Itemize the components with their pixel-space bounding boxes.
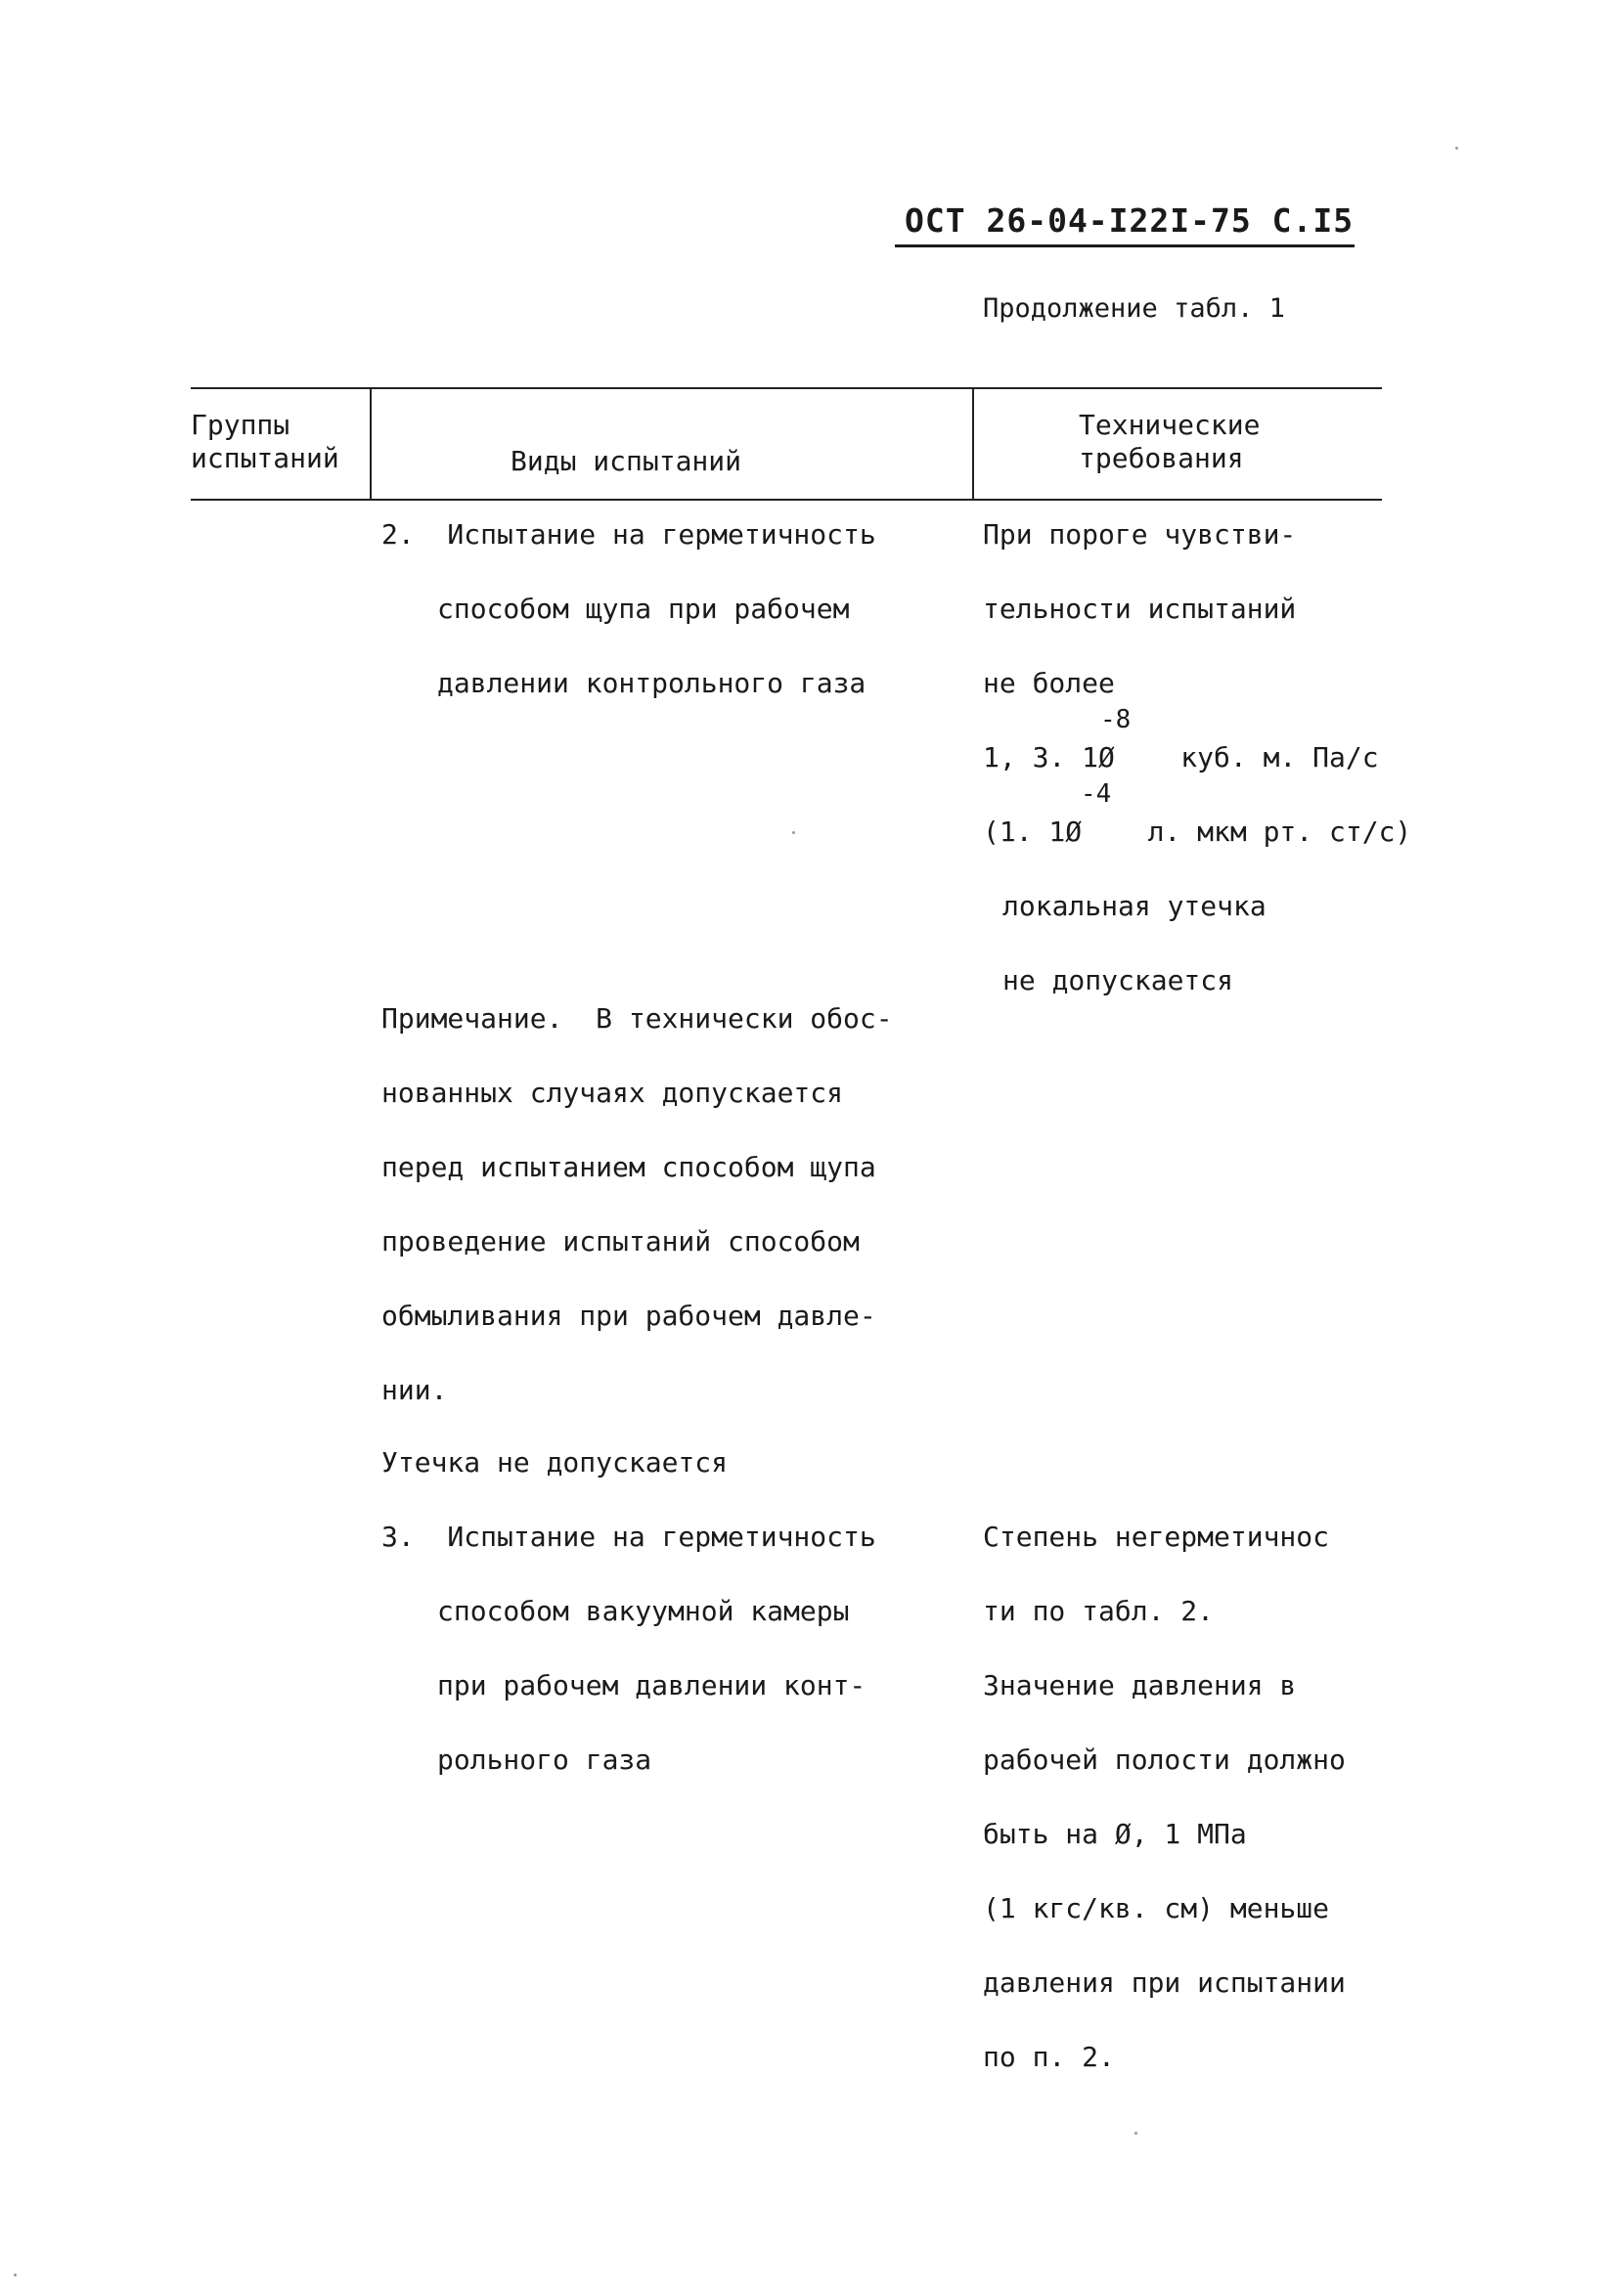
- row2-req-value-2: (1. 1Ø л. мкм рт. ст/с): [983, 816, 1412, 848]
- column-header-groups-1: Группы: [191, 409, 290, 441]
- row2-req-line-3: не более: [983, 667, 1115, 699]
- document-code: ОСТ 26-04-I22I-75 С.I5: [905, 201, 1355, 240]
- row3-req-line-7: давления при испытании: [983, 1966, 1346, 1999]
- row2-req-exponent-2: -4: [1081, 779, 1112, 809]
- column-header-groups-2: испытаний: [191, 442, 339, 474]
- row3-req-line-5: быть на Ø, 1 МПа: [983, 1818, 1247, 1850]
- note-line-1: Примечание. В технически обос-: [381, 1002, 893, 1035]
- row3-req-line-4: рабочей полости должно: [983, 1744, 1346, 1776]
- note-line-6: нии.: [381, 1374, 448, 1406]
- row2-req-value-1: 1, 3. 1Ø куб. м. Па/с: [983, 741, 1379, 773]
- row2-test-line-3: давлении контрольного газа: [437, 667, 867, 699]
- row3-req-line-8: по п. 2.: [983, 2041, 1115, 2073]
- row2-req-line-2: тельности испытаний: [983, 593, 1297, 625]
- row3-req-line-2: ти по табл. 2.: [983, 1595, 1215, 1627]
- row2-req-tail-1: локальная утечка: [1002, 890, 1267, 922]
- document-code-underline: [895, 244, 1355, 247]
- note-line-3: перед испытанием способом щупа: [381, 1151, 876, 1183]
- note-leak: Утечка не допускается: [381, 1446, 729, 1479]
- row3-req-line-6: (1 кгс/кв. см) меньше: [983, 1892, 1330, 1924]
- table-divider-left: [370, 387, 372, 501]
- row2-req-exponent-1: -8: [1100, 705, 1132, 734]
- row2-test-line-2: способом щупа при рабочем: [437, 593, 850, 625]
- column-header-requirements-1: Технические: [1079, 409, 1261, 441]
- row3-req-line-3: Значение давления в: [983, 1669, 1297, 1701]
- column-header-requirements-2: требования: [1079, 442, 1244, 474]
- column-header-kinds: Виды испытаний: [511, 445, 742, 477]
- table-continuation-label: Продолжение табл. 1: [983, 293, 1285, 324]
- table-divider-right: [972, 387, 974, 501]
- row2-req-tail-2: не допускается: [1002, 964, 1234, 996]
- row3-test-line-1: 3. Испытание на герметичность: [381, 1521, 876, 1553]
- scan-speck: [1134, 2132, 1137, 2135]
- row3-req-line-1: Степень негерметичнос: [983, 1521, 1330, 1553]
- row3-test-line-2: способом вакуумной камеры: [437, 1595, 850, 1627]
- note-line-2: нованных случаях допускается: [381, 1077, 844, 1109]
- row2-test-line-1: 2. Испытание на герметичность: [381, 518, 876, 551]
- scan-speck: [1455, 147, 1458, 150]
- row3-test-line-3: при рабочем давлении конт-: [437, 1669, 867, 1701]
- note-line-4: проведение испытаний способом: [381, 1225, 860, 1258]
- note-line-5: обмыливания при рабочем давле-: [381, 1300, 876, 1332]
- scan-speck: [792, 831, 795, 834]
- scan-speck: [14, 2274, 17, 2276]
- row2-req-line-1: При пороге чувстви-: [983, 518, 1297, 551]
- row3-test-line-4: рольного газа: [437, 1744, 652, 1776]
